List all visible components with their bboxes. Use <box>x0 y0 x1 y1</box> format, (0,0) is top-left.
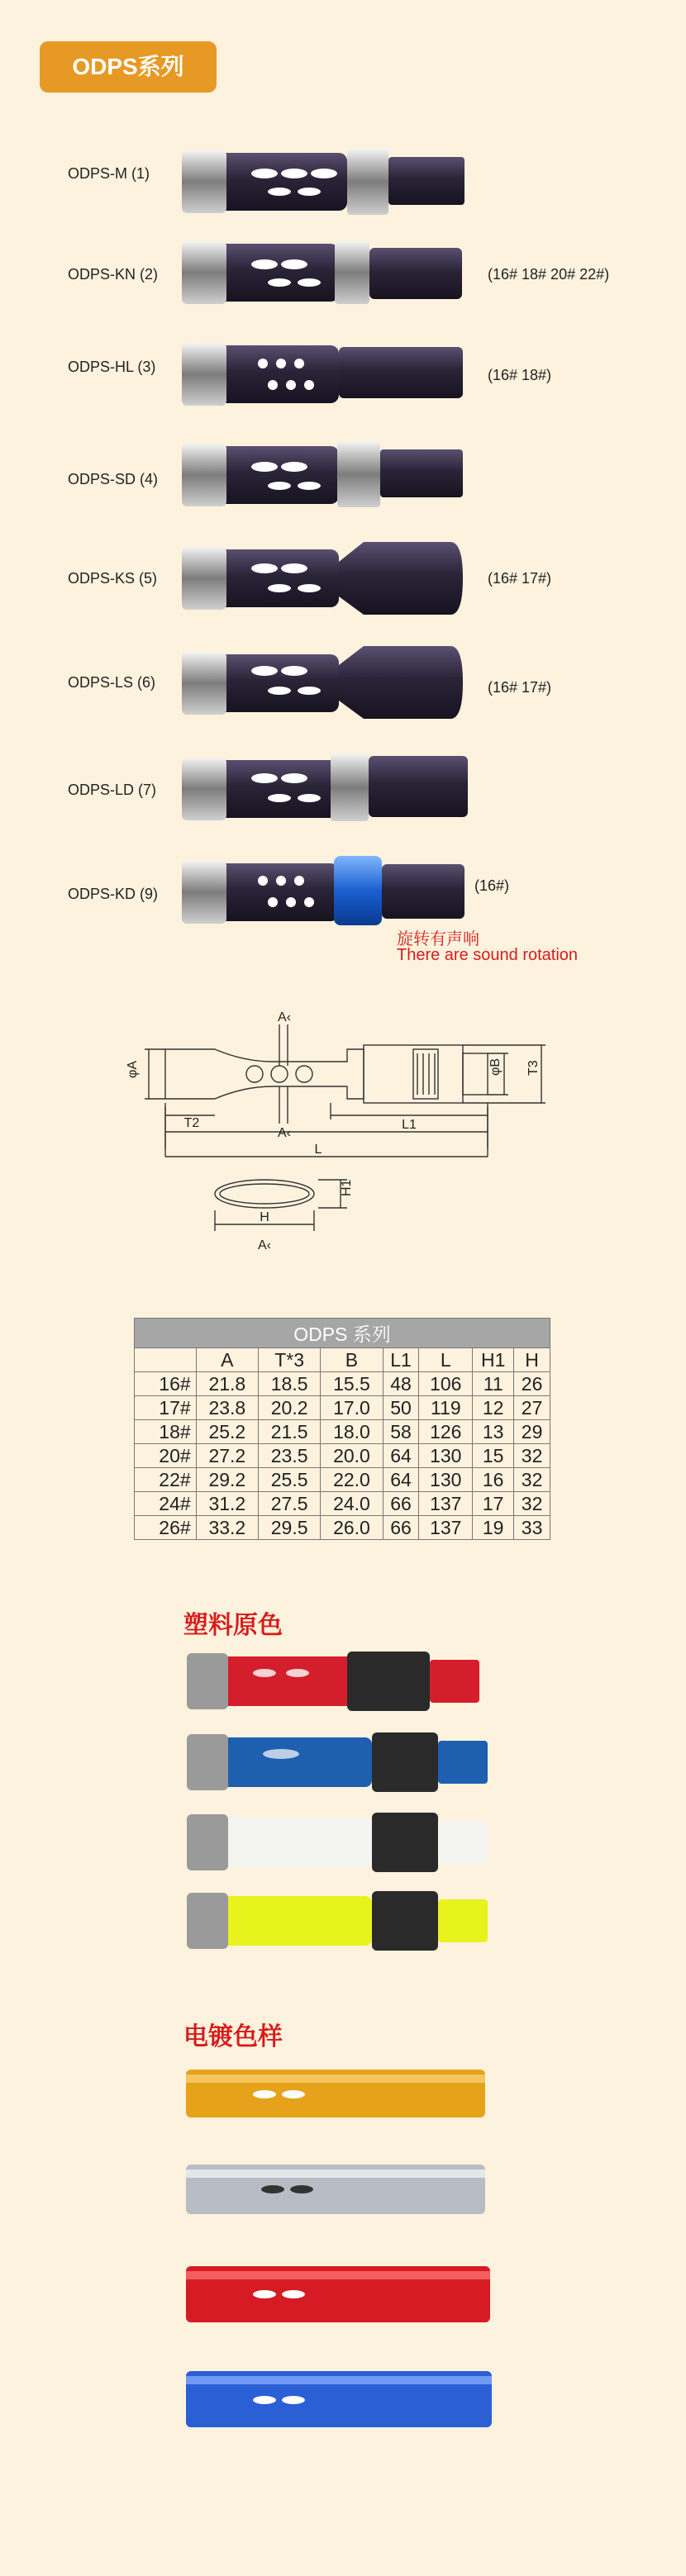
table-cell: 27.2 <box>196 1444 258 1468</box>
label-a-oval: A‹ <box>258 1238 271 1252</box>
table-cell: 21.5 <box>258 1420 320 1444</box>
table-cell: 32 <box>514 1492 550 1516</box>
table-cell: 23.8 <box>196 1396 258 1420</box>
reel-seat-image-5 <box>182 542 463 615</box>
column-header: B <box>321 1348 383 1372</box>
plated-section-title: 电镀色样 <box>183 2023 283 2051</box>
reel-seat-image-4 <box>182 441 463 507</box>
table-cell: 18.5 <box>258 1372 320 1396</box>
table-cell: 32 <box>514 1468 550 1492</box>
table-cell: 11 <box>473 1372 514 1396</box>
label-l1: L1 <box>402 1118 417 1132</box>
plastic-sample-white <box>187 1813 488 1872</box>
table-row <box>135 1444 550 1468</box>
table-cell: 17 <box>473 1492 514 1516</box>
table-cell: 26 <box>514 1372 550 1396</box>
table-cell: 22# <box>135 1468 197 1492</box>
table-cell: 137 <box>419 1516 473 1540</box>
label-phiB: φB <box>488 1057 503 1076</box>
reel-seat-image-1 <box>182 149 464 215</box>
table-cell: 33.2 <box>196 1516 258 1540</box>
table-row <box>135 1468 550 1492</box>
label-t2: T2 <box>183 1116 200 1130</box>
table-row <box>135 1372 550 1396</box>
table-cell: 26# <box>135 1516 197 1540</box>
table-cell: 20# <box>135 1444 197 1468</box>
table-cell: 29.5 <box>258 1516 320 1540</box>
column-header: A <box>196 1348 258 1372</box>
reel-seat-image-9 <box>182 856 464 925</box>
table-cell: 29 <box>514 1420 550 1444</box>
table-cell: 48 <box>383 1372 419 1396</box>
table-cell: 27 <box>514 1396 550 1420</box>
table-cell: 130 <box>419 1468 473 1492</box>
sound-note-en: There are sound rotation <box>397 946 579 964</box>
model-sizes: (16# 18# 20# 22#) <box>488 266 610 283</box>
label-l: L <box>314 1143 322 1157</box>
plated-sample-blue <box>186 2371 492 2427</box>
reel-seat-image-6 <box>182 646 463 719</box>
column-header: L <box>419 1348 473 1372</box>
column-header: H <box>514 1348 550 1372</box>
plastic-sample-red <box>187 1652 479 1711</box>
table-cell: 25.5 <box>258 1468 320 1492</box>
model-label: ODPS-KS (5) <box>68 570 158 587</box>
label-h: H <box>260 1210 269 1224</box>
table-cell: 21.8 <box>196 1372 258 1396</box>
table-row <box>135 1420 550 1444</box>
dimension-drawing <box>0 983 686 1264</box>
table-row <box>135 1516 550 1540</box>
table-row <box>135 1492 550 1516</box>
table-cell: 106 <box>419 1372 473 1396</box>
model-label: ODPS-SD (4) <box>68 471 159 487</box>
table-cell: 25.2 <box>196 1420 258 1444</box>
table-cell: 23.5 <box>258 1444 320 1468</box>
label-a-top: A‹ <box>278 1010 291 1024</box>
reel-seat-image-2 <box>182 241 462 304</box>
table-cell: 64 <box>383 1444 419 1468</box>
table-cell: 20.2 <box>258 1396 320 1420</box>
table-caption: ODPS 系列 <box>135 1319 550 1348</box>
plated-sample-red <box>186 2266 490 2322</box>
model-images <box>0 0 686 950</box>
column-header: H1 <box>473 1348 514 1372</box>
table-cell: 64 <box>383 1468 419 1492</box>
label-t3: T3 <box>526 1060 541 1076</box>
table-cell: 126 <box>419 1420 473 1444</box>
table-cell: 32 <box>514 1444 550 1468</box>
table-cell: 22.0 <box>321 1468 383 1492</box>
model-sizes: (16# 17#) <box>488 679 552 696</box>
model-label: ODPS-LD (7) <box>68 782 157 798</box>
model-label: ODPS-HL (3) <box>68 359 156 375</box>
table-cell: 12 <box>473 1396 514 1420</box>
label-phiA: φA <box>126 1060 140 1078</box>
plastic-sample-yellow <box>187 1891 488 1951</box>
table-cell: 19 <box>473 1516 514 1540</box>
model-sizes: (16#) <box>474 877 510 894</box>
model-label: ODPS-KD (9) <box>68 886 159 902</box>
table-cell: 26.0 <box>321 1516 383 1540</box>
table-cell: 15.5 <box>321 1372 383 1396</box>
label-h1: H1 <box>340 1179 354 1196</box>
model-label: ODPS-KN (2) <box>68 266 159 283</box>
reel-seat-image-3 <box>182 343 463 406</box>
table-cell: 13 <box>473 1420 514 1444</box>
sound-note-cn: 旋转有声响 <box>397 930 479 948</box>
column-header <box>135 1348 197 1372</box>
table-cell: 33 <box>514 1516 550 1540</box>
table-cell: 130 <box>419 1444 473 1468</box>
table-cell: 31.2 <box>196 1492 258 1516</box>
table-cell: 20.0 <box>321 1444 383 1468</box>
table-header-row <box>135 1348 550 1372</box>
column-header: L1 <box>383 1348 419 1372</box>
table-cell: 58 <box>383 1420 419 1444</box>
table-cell: 137 <box>419 1492 473 1516</box>
table-cell: 27.5 <box>258 1492 320 1516</box>
table-cell: 66 <box>383 1492 419 1516</box>
table-cell: 24.0 <box>321 1492 383 1516</box>
model-sizes: (16# 17#) <box>488 570 552 587</box>
table-cell: 16 <box>473 1468 514 1492</box>
model-label: ODPS-M (1) <box>68 165 150 182</box>
label-a-bottom: A‹ <box>278 1126 291 1140</box>
plated-sample-silver <box>186 2165 485 2214</box>
model-sizes: (16# 18#) <box>488 367 552 383</box>
section-badge: ODPS系列 <box>40 41 217 93</box>
table-cell: 16# <box>135 1372 197 1396</box>
table-cell: 24# <box>135 1492 197 1516</box>
model-label: ODPS-LS (6) <box>68 674 156 691</box>
table-cell: 66 <box>383 1516 419 1540</box>
plastic-samples <box>0 1640 686 1954</box>
table-row <box>135 1396 550 1420</box>
column-header: T*3 <box>258 1348 320 1372</box>
table-cell: 15 <box>473 1444 514 1468</box>
table-cell: 119 <box>419 1396 473 1420</box>
reel-seat-image-7 <box>182 753 468 821</box>
table-cell: 18# <box>135 1420 197 1444</box>
table-cell: 17# <box>135 1396 197 1420</box>
table-cell: 50 <box>383 1396 419 1420</box>
plated-samples <box>0 2053 686 2450</box>
table-cell: 17.0 <box>321 1396 383 1420</box>
spec-table <box>134 1318 550 1540</box>
table-cell: 29.2 <box>196 1468 258 1492</box>
plastic-sample-blue <box>187 1732 488 1792</box>
table-cell: 18.0 <box>321 1420 383 1444</box>
plated-sample-gold <box>186 2070 485 2117</box>
plastic-section-title: 塑料原色 <box>183 1612 283 1639</box>
